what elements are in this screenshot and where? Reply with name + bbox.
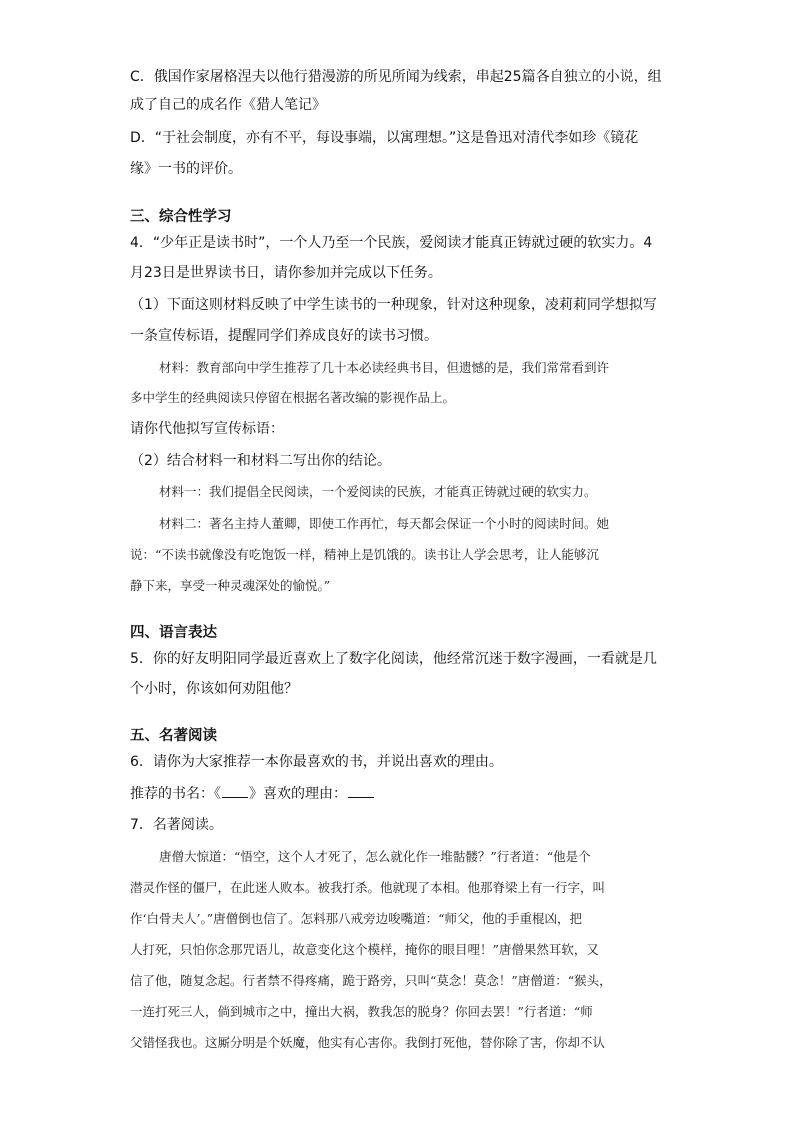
slogan-prompt: 请你代他拟写宣传标语： xyxy=(130,421,284,437)
passage-line5: 信了他，随复念起。行者禁不得疼痛，跪于路旁，只叫“莫念！莫念！”唐僧道：“猴头， xyxy=(130,973,612,988)
q4-line2: 月23日是世界读书日，请你参加并完成以下任务。 xyxy=(130,265,442,281)
section3-heading: 三、综合性学习 xyxy=(130,209,232,225)
q7-title: 7．名著阅读。 xyxy=(130,817,223,833)
option-d-line2: 缘》一书的评价。 xyxy=(130,161,242,177)
q6-fill-label-b: 》喜欢的理由： xyxy=(249,786,347,802)
passage-line4: 人打死，只怕你念那咒语儿，故意变化这个模样，掩你的眼目哩！”唐僧果然耳软，又 xyxy=(130,942,599,957)
q4-line1: 4．“少年正是读书时”，一个人乃至一个民族，爱阅读才能真正铸就过硬的软实力。4 xyxy=(130,235,653,251)
q6-fill-line xyxy=(130,785,375,803)
section5-heading: 五、名著阅读 xyxy=(130,728,217,744)
q5-line1: 5．你的好友明阳同学最近喜欢上了数字化阅读，他经常沉迷于数字漫画，一看就是几 xyxy=(130,651,657,667)
material2-line2: 说：“不读书就像没有吃饱饭一样，精神上是饥饿的。读书让人学会思考，让人能够沉 xyxy=(130,547,599,562)
q4-part1-line2: 一条宣传标语，提醒同学们养成良好的读书习惯。 xyxy=(130,328,438,344)
q4-part1-line1: （1）下面这则材料反映了中学生读书的一种现象，针对这种现象，凌莉莉同学想拟写 xyxy=(130,297,657,313)
q4-part2-line: （2）结合材料一和材料二写出你的结论。 xyxy=(130,453,391,469)
option-c-line2: 成了自己的成名作《猎人笔记》 xyxy=(130,97,326,113)
passage-line7: 父错怪我也。这厮分明是个妖魔，他实有心害你。我倒打死他，替你除了害，你却不认 xyxy=(130,1035,606,1050)
passage-line3: 作‘白骨夫人’。”唐僧倒也信了。怎料那八戒旁边唆嘴道：“师父，他的手重棍凶，把 xyxy=(130,911,582,926)
q5-line2: 个小时，你该如何劝阻他？ xyxy=(130,681,298,697)
passage-line2: 潜灵作怪的僵尸，在此迷人败本。被我打杀。他就现了本相。他那脊梁上有一行字，叫 xyxy=(130,880,606,895)
option-d-line1: D．“于社会制度，亦有不平，每设事端，以寓理想。”这是鲁迅对清代李如珍《镜花 xyxy=(130,130,639,146)
q6-line: 6．请你为大家推荐一本你最喜欢的书，并说出喜欢的理由。 xyxy=(130,754,503,770)
section4-heading: 四、语言表达 xyxy=(130,625,217,641)
q6-fill-label-a: 推荐的书名：《 xyxy=(130,786,221,802)
material-line2: 多中学生的经典阅读只停留在根据名著改编的影视作品上。 xyxy=(130,390,456,405)
passage-line6: 一连打死三人，倘到城市之中，撞出大祸，教我怎的脱身？你回去罢！”行者道：“师 xyxy=(130,1004,593,1019)
material-line1: 材料：教育部向中学生推荐了几十本必读经典书目，但遗憾的是，我们常常看到许 xyxy=(159,360,610,375)
material2-line3: 静下来，享受一种灵魂深处的愉悦。” xyxy=(130,578,331,593)
passage-line1: 唐僧大惊道：“悟空，这个人才死了，怎么就化作一堆骷髅？”行者道：“他是个 xyxy=(159,849,591,864)
book-title-blank[interactable] xyxy=(222,785,248,798)
option-c-line1: C．俄国作家屠格涅夫以他行猎漫游的所见所闻为线索，串起25篇各自独立的小说，组 xyxy=(130,69,662,85)
reason-blank[interactable] xyxy=(348,785,374,798)
material1-text: 材料一：我们提倡全民阅读，一个爱阅读的民族，才能真正铸就过硬的软实力。 xyxy=(159,484,597,499)
material2-line1: 材料二：著名主持人董卿，即使工作再忙，每天都会保证一个小时的阅读时间。她 xyxy=(159,516,610,531)
